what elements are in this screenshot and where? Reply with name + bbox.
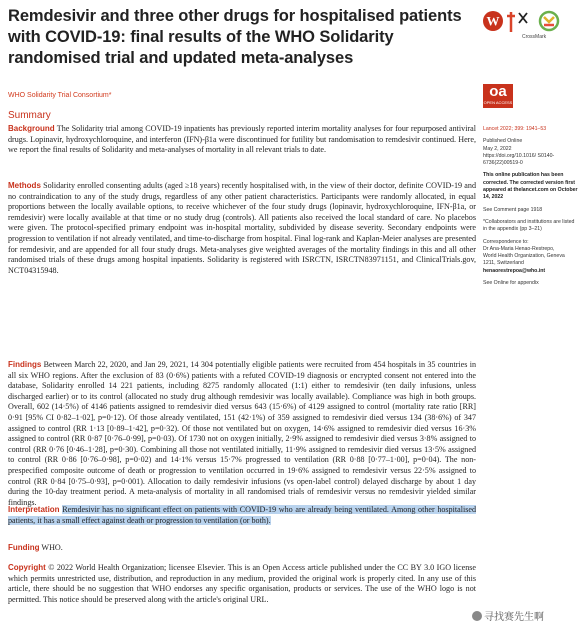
- correspondence-org: World Health Organization, Geneva 1211, Switzerland: [483, 253, 565, 267]
- author-consortium-link[interactable]: WHO Solidarity Trial Consortium*: [8, 92, 112, 99]
- funding-text: WHO.: [39, 543, 63, 552]
- background-label: Background: [8, 124, 55, 133]
- copyright-label: Copyright: [8, 563, 46, 572]
- svg-text:W: W: [486, 13, 500, 29]
- correspondence-email[interactable]: henaorestrepoa@who.int: [483, 267, 546, 274]
- correspondence-name: Dr Ana-Maria Henao-Restrepo,: [483, 245, 555, 252]
- citation: Lancet 2022; 399: 1941–53: [483, 126, 547, 132]
- publication-info: [483, 138, 578, 167]
- funding-label: Funding: [8, 543, 40, 552]
- funding-paragraph: [8, 543, 476, 554]
- watermark: [470, 608, 546, 623]
- published-online-label: Published Online: [483, 138, 523, 145]
- wechat-icon: [472, 611, 482, 621]
- open-access-big-label: oa: [489, 83, 507, 100]
- who-logo-icon: [482, 10, 504, 32]
- interpretation-label: Interpretation: [8, 505, 60, 514]
- findings-paragraph: [8, 360, 476, 508]
- correction-note: This online publication has been corrected. The corrected version first appeared at thelancet.com on October 14, 2022: [483, 172, 578, 201]
- correspondence: [483, 239, 578, 275]
- interpretation-highlighted-text: Remdesivir has no significant effect on patients with COVID-19 who are already being ventilated. Among other hospitalised patients, it has a small effect against death or progression to ventilation (or both).: [8, 505, 476, 525]
- comment-link[interactable]: See Comment page 1918: [483, 206, 543, 213]
- correspondence-label: Correspondence to:: [483, 238, 529, 245]
- watermark-text: 寻找赛先生啊: [484, 612, 544, 623]
- background-paragraph: [8, 124, 476, 156]
- collaborators-note: *Collaborators and institutions are listed in the appendix (pp 3–21): [483, 218, 575, 233]
- background-text: The Solidarity trial among COVID-19 inpatients has previously reported interim mortality analyses for four repurposed antiviral drugs. Lopinavir, hydroxychloroquine, and interferon (IFN)-β1a were discontinued for futility but randomisation to remdesivir continued. Here, we report the final results of Solidarity and meta-analyses of mortality in all relevant trials to date.: [8, 124, 476, 155]
- copyright-paragraph: [8, 563, 476, 605]
- methods-label: Methods: [8, 181, 41, 190]
- article-title: Remdesivir and three other drugs for hospitalised patients with COVID-19: final results of the WHO Solidarity randomised trial and updated meta-analyses: [8, 7, 462, 67]
- methods-text: Solidarity enrolled consenting adults (aged ≥18 years) recently hospitalised with, in the view of their doctor, definite COVID-19 and no contraindication to any of the study drugs, regardless of any other patient characteristics. Participants were randomly allocated, in equal proportions between the locally available options, to receive whichever of the four study drugs (lopinavir, hydroxychloroquine, IFN-β1a, or remdesivir) were locally available at that time or no study drug (controls). All patients also received the local standard of care. No placebos were given. The protocol-specified primary endpoint was in-hospital mortality, subdivided by disease severity. Secondary endpoints were progression to ventilation if not already ventilated, and time-to-discharge from hospital. Final log-rank and Kaplan-Meier analyses are presented for remdesivir, and are appended for all four study drugs. Meta-analyses give weighted averages of the mortality findings in this and all other randomised trials of these drugs among hospital inpatients. Solidarity is registered with ISRCTN, ISRCTN83971151, and ClinicalTrials.gov, NCT04315948.: [8, 181, 476, 275]
- copyright-text: © 2022 World Health Organization; licensee Elsevier. This is an Open Access article published under the CC BY 3.0 IGO license which permits unrestricted use, distribution, and reproduction in any medium, provided the original work is properly cited. In any use of this article, there should be no suggestion that WHO endorses any specific organisation, products or services. The use of the WHO logo is not permitted. This notice should be preserved along with the article's original URL.: [8, 563, 476, 604]
- findings-text: Between March 22, 2020, and Jan 29, 2021, 14 304 potentially eligible patients were recruited from 454 hospitals in 35 countries in all six WHO regions. After the exclusion of 83 (0·6%) patients with a refuted COVID-19 diagnosis or encrypted consent not entered into the database, Solidarity enrolled 14 221 patients, including 8275 randomly allocated (1:1) either to remdesivir (ten daily infusions, unless discharged earlier) or to its control (allocated no study drug although remdesivir was locally available). Compliance was high in both groups. Overall, 602 (14·5%) of 4146 patients assigned to remdesivir died versus 643 (15·6%) of 4129 assigned to control (mortality rate ratio [RR] 0·91 [95% CI 0·82–1·02], p=0·12). Of those already ventilated, 151 (42·1%) of 359 assigned to remdesivir died versus 134 (38·6%) of 347 assigned to control (RR 1·13 [0·89–1·42], p=0·32). Of those not ventilated but on oxygen, 14·6% assigned to remdesivir died versus 16·3% assigned to control (RR 0·87 [0·76–0·99], p=0·03). Of 1730 not on oxygen initially, 2·9% assigned to remdesivir died versus 3·8% assigned to control (RR 0·76 [0·46–1·28], p=0·30). Combining all those not ventilated initially, 11·9% assigned to remdesivir died versus 13·5% assigned to control (RR 0·86 [0·76–0·98], p=0·02) and 14·1% versus 15·7% progressed to ventilation (RR 0·88 [0·77–1·00], p=0·04). The non-prespecified composite outcome of death or progression to ventilation occurred in 19·6% assigned to remdesivir versus 22·5% assigned to control (RR 0·84 [0·75–0·93], p=0·001). Allocation to daily remdesivir infusions (vs open-label control) delayed discharge by about 1 day during the 10-day treatment period. A meta-analysis of mortality in all randomised trials of remdesivir versus no remdesivir yielded similar findings.: [8, 360, 476, 507]
- doi-link[interactable]: https://doi.org/10.1016/ S0140-6736(22)00519-0: [483, 152, 555, 167]
- findings-label: Findings: [8, 360, 42, 369]
- article-sidebar: [483, 126, 578, 292]
- appendix-link[interactable]: See Online for appendix: [483, 280, 539, 287]
- methods-paragraph: [8, 181, 476, 276]
- open-access-badge: [483, 84, 513, 108]
- summary-heading: Summary: [8, 110, 51, 121]
- crossmark-label: CrossMark: [522, 34, 547, 40]
- interpretation-paragraph: [8, 505, 476, 526]
- published-date: May 2, 2022: [483, 145, 512, 152]
- open-access-small-label: OPEN ACCESS: [483, 100, 513, 105]
